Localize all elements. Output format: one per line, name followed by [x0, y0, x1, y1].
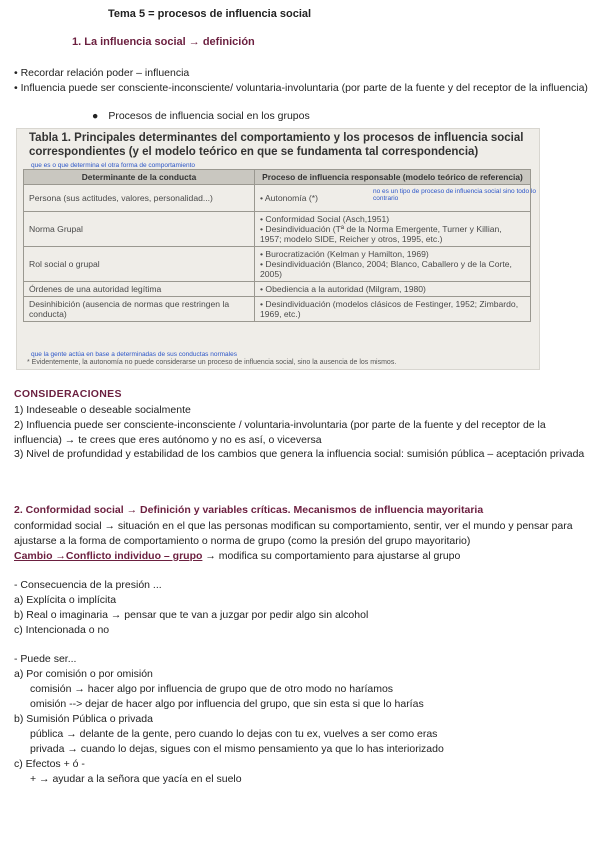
table-row [24, 297, 531, 322]
presion-item: b) Real o imaginaria → pensar que te van a juzgar por pedir algo sin alcohol [14, 609, 369, 621]
puede-line: + → ayudar a la señora que yacía en el suelo [30, 773, 242, 785]
puede-line: c) Efectos + ó - [14, 758, 85, 770]
row-right-item: Desindividuación (Blanco, 2004; Blanco, Caballero y de la Corte, 2005) [260, 259, 512, 279]
row-right-item: Autonomía (*) [264, 193, 318, 203]
table-caption: Tabla 1. Principales determinantes del comportamiento y los procesos de influencia social correspondientes (y el modelo teórico en que se fundamenta tal correspondencia) [29, 132, 524, 158]
row-right-item: Desindividuación (Tª de la Norma Emergente, Turner y Killian, 1957; modelo SIDE, Reicher y otros, 1995, etc.) [260, 224, 502, 244]
row-left: Persona (sus actitudes, valores, personalidad...) [24, 185, 255, 212]
row-right: • Autonomía (*) no es un tipo de proceso de influencia social sino todo lo contrario [255, 185, 531, 212]
section-2-heading: 2. Conformidad social → Definición y variables críticas. Mecanismos de influencia mayoritaria [14, 504, 484, 516]
row-right-item: Conformidad Social (Asch,1951) [265, 214, 390, 224]
consideraciones-heading: CONSIDERACIONES [14, 388, 122, 400]
row-right-item: Burocratización (Kelman y Hamilton, 1969) [265, 249, 429, 259]
header-determinante: Determinante de la conducta [24, 170, 255, 185]
row-left: Rol social o grupal [24, 247, 255, 282]
table-row [24, 247, 531, 282]
table-footnote: * Evidentemente, la autonomía no puede considerarse un proceso de influencia social, sino la ausencia de los mismos. [27, 359, 397, 366]
puede-line: privada → cuando lo dejas, sigues con el mismo pensamiento ya que lo has interiorizado [30, 743, 444, 755]
row-left: Desinhibición (ausencia de normas que restringen la conducta) [24, 297, 255, 322]
puede-line: omisión --> dejar de hacer algo por influencia del grupo, que sin esta si que lo harías [30, 698, 424, 710]
table-header-row [24, 170, 531, 185]
row-left: Norma Grupal [24, 212, 255, 247]
handwritten-note-top: que es o que determina el otra forma de comportamiento [31, 162, 196, 169]
cambio-rest: → modifica su comportamiento para ajustarse al grupo [202, 550, 461, 562]
puede-line: comisión → hacer algo por influencia de grupo que de otro modo no haríamos [30, 683, 394, 695]
scanned-table-image [16, 128, 540, 370]
presion-item: c) Intencionada o no [14, 624, 110, 636]
sub-bullet [92, 109, 310, 124]
bullet-relacion-poder: • Recordar relación poder – influencia [14, 67, 190, 79]
row-right: • Conformidad Social (Asch,1951) • Desindividuación (Tª de la Norma Emergente, Turner y Killian, 1957; modelo SIDE, Reicher y otros, 1995, etc.) [255, 212, 531, 247]
row-right-item: Desindividuación (modelos clásicos de Festinger, 1952; Zimbardo, 1969, etc.) [260, 299, 519, 319]
puede-line: pública → delante de la gente, pero cuando lo dejas con tu ex, vuelves a ser como eras [30, 728, 438, 740]
consideracion-2: 2) Influencia puede ser consciente-inconsciente / voluntaria-involuntaria (por parte de la fuente y del receptor de la influencia) → te crees que eres autónomo y no es así, o viceversa [14, 419, 546, 446]
handwritten-note-bottom: que la gente actúa en base a determinadas de sus conductas normales [31, 351, 237, 358]
handwritten-note-side: no es un tipo de proceso de influencia social sino todo lo contrario [373, 188, 536, 202]
section-1-heading: 1. La influencia social → definición [72, 36, 255, 48]
bullet-dot-icon: ● [92, 110, 99, 122]
table-row [24, 185, 531, 212]
header-proceso: Proceso de influencia responsable (modelo teórico de referencia) [255, 170, 531, 185]
puede-heading: - Puede ser... [14, 653, 77, 665]
consideracion-1: 1) Indeseable o deseable socialmente [14, 404, 191, 416]
row-right: • Burocratización (Kelman y Hamilton, 1969) • Desindividuación (Blanco, 2004; Blanco, Caballero y de la Corte, 2005) [255, 247, 531, 282]
row-right: • Obediencia a la autoridad (Milgram, 1980) [255, 282, 531, 297]
cambio-line [14, 549, 460, 564]
row-left: Órdenes de una autoridad legítima [24, 282, 255, 297]
conformidad-definition: conformidad social → situación en el que las personas modifican su comportamiento, sentir, ver el mundo y pensar para ajustarse a la forma de comportamiento o norma de grupo (como la presión del grupo mayoritario) [14, 520, 573, 547]
determinants-table [23, 169, 536, 322]
row-right-item: Obediencia a la autoridad (Milgram, 1980) [265, 284, 426, 294]
table-row [24, 282, 531, 297]
sub-bullet-label: Procesos de influencia social en los grupos [108, 110, 310, 122]
table-row [24, 212, 531, 247]
puede-line: a) Por comisión o por omisión [14, 668, 153, 680]
puede-line: b) Sumisión Pública o privada [14, 713, 153, 725]
presion-item: a) Explícita o implícita [14, 594, 117, 606]
document-title: Tema 5 = procesos de influencia social [108, 8, 312, 20]
presion-heading: - Consecuencia de la presión ... [14, 579, 162, 591]
cambio-label: Cambio →Conflicto individuo – grupo [14, 550, 203, 562]
bullet-influencia: • Influencia puede ser consciente-inconsciente/ voluntaria-involuntaria (por parte de la fuente y del receptor de la influencia) [14, 82, 588, 94]
row-right: • Desindividuación (modelos clásicos de Festinger, 1952; Zimbardo, 1969, etc.) [255, 297, 531, 322]
consideracion-3: 3) Nivel de profundidad y estabilidad de los cambios que genera la influencia social: sumisión pública – aceptación privada [14, 448, 585, 460]
